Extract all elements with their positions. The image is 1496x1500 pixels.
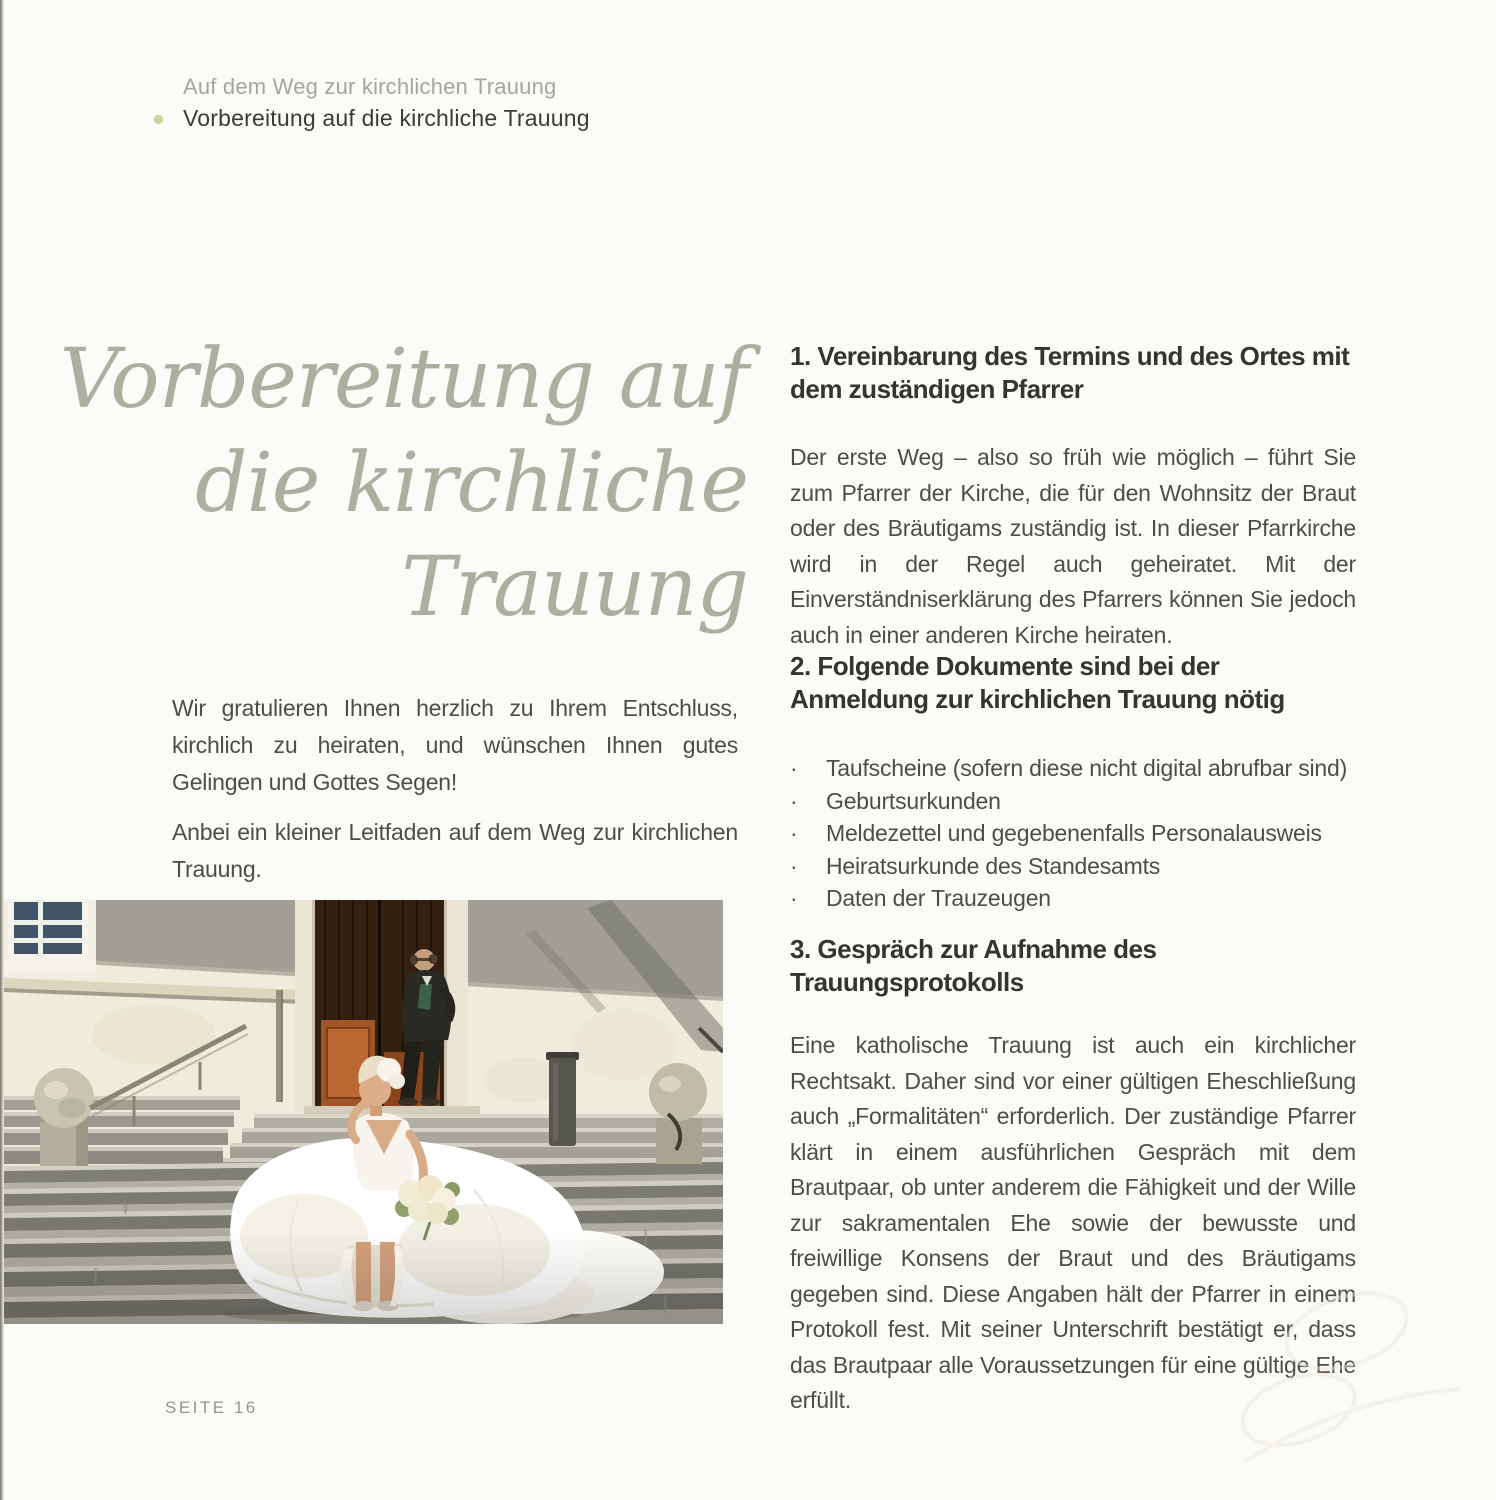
section-1-heading-line-1: 1. Vereinbarung des Termins und des Ortes mit xyxy=(790,341,1350,371)
page-showthrough xyxy=(1168,1282,1468,1462)
checklist-item xyxy=(790,817,1356,850)
section-1-body: Der erste Weg – also so früh wie möglich – führt Sie zum Pfarrer der Kirche, die für den Wohnsitz der Braut oder des Bräutigams zuständig ist. In dieser Pfarrkirche wird in der Regel auch geheiratet. Mit der Einverständniserklärung des Pfarrers können Sie jedoch auch in einer anderen Kirche heiraten. xyxy=(790,444,1356,648)
stone-ball-left xyxy=(34,1068,94,1166)
page-title xyxy=(0,328,748,640)
section-3-heading-line-2: Trauungsprotokolls xyxy=(790,967,1024,997)
section-3-heading-line-1: 3. Gespräch zur Aufnahme des xyxy=(790,934,1157,964)
bullet-marker: · xyxy=(790,755,798,781)
photo-vignette xyxy=(4,1230,723,1324)
bullet-marker: · xyxy=(790,820,798,846)
checklist-item-text: Daten der Trauzeugen xyxy=(826,885,1051,911)
page-number: SEITE 16 xyxy=(165,1398,258,1417)
breadcrumb-chapter: Auf dem Weg zur kirchlichen Trauung xyxy=(183,74,557,99)
section-1-heading xyxy=(790,340,1356,406)
bullet-marker: · xyxy=(790,852,798,879)
checklist-item xyxy=(790,752,1356,785)
section-3-heading xyxy=(790,933,1356,999)
accent-dot xyxy=(154,115,163,124)
checklist-item-text: Heiratsurkunde des Standesamts xyxy=(826,852,1161,879)
section-3-body: Eine katholische Trauung ist auch ein kirchlicher Rechtsakt. Daher sind vor einer gültigen Eheschließung auch „Formalitäten“ erforderlich. Der zuständige Pfarrer klärt in einem ausführlichen Gespräch mit dem Brautpaar, ob unter anderem die Fähigkeit und der Wille zur sakramentalen Ehe sowie der bewusste und freiwillige Konsens der Braut und des Bräutigams gegeben sind. Diese Angaben hält der Pfarrer in einem Protokoll fest. Mit seiner Unterschrift bestätigt er, dass das Brautpaar alle Voraussetzungen für eine gültige Ehe erfüllt. xyxy=(790,1032,1356,1413)
wedding-photo xyxy=(4,900,723,1324)
checklist-item-text: Meldezettel und gegebenenfalls Personalausweis xyxy=(826,820,1322,846)
page-title-line-2: die kirchliche xyxy=(195,436,748,531)
litter-bin xyxy=(546,1052,579,1146)
intro-paragraph-2: Anbei ein kleiner Leitfaden auf dem Weg zur kirchlichen Trauung. xyxy=(172,819,738,882)
checklist-item xyxy=(790,785,1356,818)
checklist-item xyxy=(790,850,1356,883)
checklist-item-text: Taufscheine (sofern diese nicht digital abrufbar sind) xyxy=(826,755,1348,781)
page-title-line-1: Vorbereitung auf xyxy=(59,332,748,427)
breadcrumb-section: Vorbereitung auf die kirchliche Trauung xyxy=(183,105,590,131)
checklist-item xyxy=(790,882,1356,915)
bullet-marker: · xyxy=(790,787,798,814)
section-1-heading-line-2: dem zuständigen Pfarrer xyxy=(790,374,1084,404)
document-checklist xyxy=(790,752,1356,915)
page-title-line-3: Trauung xyxy=(401,540,748,635)
section-2-heading-line-1: 2. Folgende Dokumente sind bei der xyxy=(790,651,1220,681)
section-2-heading-line-2: Anmeldung zur kirchlichen Trauung nötig xyxy=(790,684,1285,714)
checklist-item-text: Geburtsurkunden xyxy=(826,787,1001,814)
section-2-heading xyxy=(790,650,1356,716)
intro-paragraph-1: Wir gratulieren Ihnen herzlich zu Ihrem Entschluss, kirchlich zu heiraten, und wünschen Ihnen gutes Gelingen und Gottes Segen! xyxy=(172,695,738,795)
bullet-marker: · xyxy=(790,885,798,911)
